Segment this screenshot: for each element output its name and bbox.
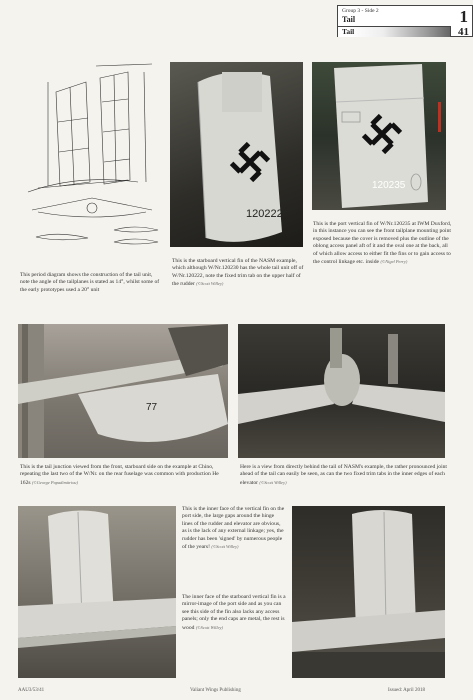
inner-starboard-fin-photo — [292, 506, 445, 678]
inner-port-fin-photo — [18, 506, 176, 678]
section-title-2: Tail — [342, 27, 355, 36]
inner-starboard-caption: The inner face of the starboard vertical fin is a mirror-image of the port side and as you can see this side of the fin also lacks any access panels; only the end caps are metal, the rest is wood (©Scott Willey) — [182, 594, 286, 631]
tail-junction-caption: This is the tail junction viewed from the front, starboard side on the example at Chino, repeating the last two of the W/Nr. on the rear fuselage was common with production He 162s (©George Papadimitriou) — [20, 464, 219, 486]
fuselage-number: 77 — [146, 402, 158, 413]
header-divider — [450, 26, 451, 37]
section-number-2: 41 — [458, 26, 469, 38]
inner-port-caption: This is the inner face of the vertical fin on the port side, the large gaps around the hinge lines of the rudder and elevator are obvious, as is the lack of any external linkage; yes, the rudder has been 'signed' by numerous people of the years! (©Scott Willey) — [182, 506, 285, 551]
section-title-1: Tail — [342, 15, 356, 24]
tail-junction-photo — [18, 324, 228, 458]
port-fin-caption: This is the port vertical fin of W/Nr.120235 at IWM Duxford, in this instance you can see the front tailplane mounting point exposed because the cover is removed plus the outline of the oblong access panel aft of it and the oval one at the back, all of which allow access to either fit the fins or to gain access to the control linkage etc. inside (©Nigel Perry) — [313, 221, 452, 266]
rear-view-photo — [238, 324, 445, 458]
port-serial: 120235 — [372, 180, 406, 191]
tail-diagram-drawing — [18, 62, 166, 250]
rear-view-image — [238, 324, 445, 458]
inner-starboard-fin-image — [292, 506, 445, 678]
port-fin-photo — [312, 62, 446, 210]
header-band — [338, 26, 450, 37]
footer-left: AAU3/53/41 — [18, 688, 45, 693]
inner-port-fin-image — [18, 506, 176, 678]
starboard-fin-photo — [170, 62, 303, 247]
section-header — [337, 5, 473, 37]
starboard-fin-caption: This is the starboard vertical fin of the NASM example, which although W/Nr.120230 has the whole tail unit off of W/Nr.120222, note the fixed trim tab on the upper half of the rudder (©Scott Willey) — [172, 258, 304, 288]
footer-right: Issued: April 2018 — [388, 688, 425, 693]
rear-view-caption: Here is a view from directly behind the tail of NASM's example, the rather pronounced joint ahead of the tail can easily be seen, as can the two fixed trim tabs in the inner edges of each elevator (©Scott Willey) — [240, 464, 447, 486]
diagram-caption: This period diagram shows the construction of the tail unit, note the angle of the tailplanes is stated as 14°, whilst some of the early prototypes used a 20° unit — [20, 272, 160, 293]
footer-center: Valiant Wings Publishing — [190, 688, 241, 693]
starboard-fin-image — [170, 62, 303, 247]
group-label: Group 3 - Side 2 — [342, 8, 379, 14]
tail-diagram — [18, 62, 166, 250]
section-number-1: 1 — [459, 7, 468, 26]
tail-junction-image — [18, 324, 228, 458]
starboard-serial: 120222 — [246, 208, 283, 220]
